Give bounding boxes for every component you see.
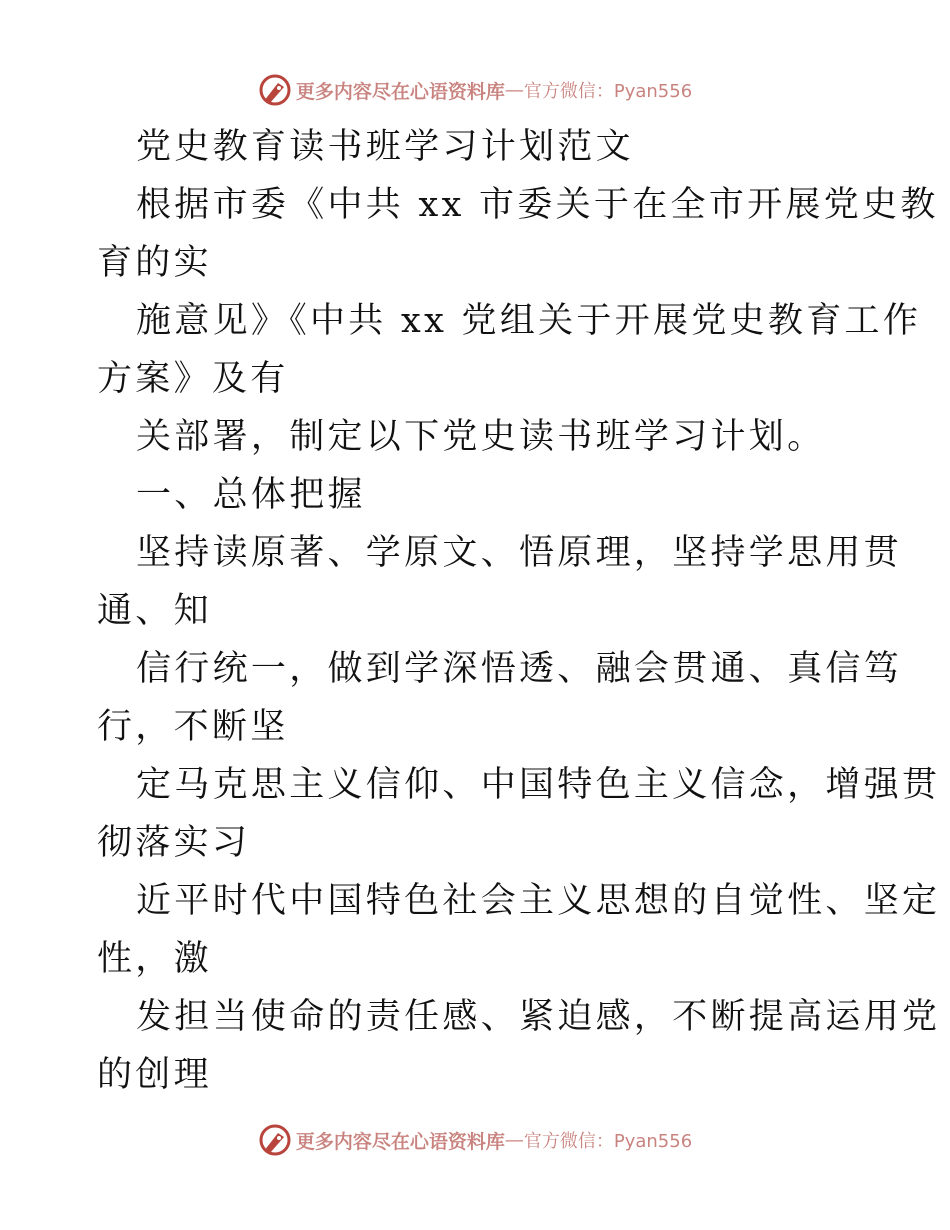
footer-banner <box>0 1120 950 1160</box>
banner-wechat: 官方微信：Pyan556 <box>523 81 693 102</box>
banner-text: 更多内容尽在心语资料库 <box>295 80 505 103</box>
banner-text: 更多内容尽在心语资料库 <box>295 1130 505 1153</box>
banner-wechat: 官方微信：Pyan556 <box>523 1131 693 1152</box>
text-line: 发担当使命的责任感、紧迫感，不断提高运用党 <box>136 997 941 1037</box>
pen-nib-logo-icon <box>258 1123 292 1157</box>
text-line: 性，激 <box>97 939 212 979</box>
banner-separator: — <box>504 79 524 101</box>
text-line: 信行统一，做到学深悟透、融会贯通、真信笃 <box>136 649 903 689</box>
text-line: 施意见》《中共 xx 党组关于开展党史教育工作 <box>136 301 922 341</box>
text-line: 方案》及有 <box>97 359 289 399</box>
document-title: 党史教育读书班学习计划范文 <box>136 127 634 167</box>
text-line: 根据市委《中共 xx 市委关于在全市开展党史教 <box>136 185 939 225</box>
text-line: 关部署，制定以下党史读书班学习计划。 <box>136 417 826 457</box>
pen-nib-logo-icon <box>258 73 292 107</box>
text-line: 通、知 <box>97 591 212 631</box>
section-heading: 一、总体把握 <box>136 475 366 515</box>
text-line: 育的实 <box>97 243 212 283</box>
text-line: 定马克思主义信仰、中国特色主义信念，增强贯 <box>136 765 941 805</box>
text-line: 近平时代中国特色社会主义思想的自觉性、坚定 <box>136 881 941 921</box>
text-line: 行，不断坚 <box>97 707 289 747</box>
banner-separator: — <box>504 1129 524 1151</box>
text-line: 的创理 <box>97 1055 212 1095</box>
text-line: 彻落实习 <box>97 823 251 863</box>
text-line: 坚持读原著、学原文、悟原理，坚持学思用贯 <box>136 533 903 573</box>
header-banner <box>0 70 950 110</box>
